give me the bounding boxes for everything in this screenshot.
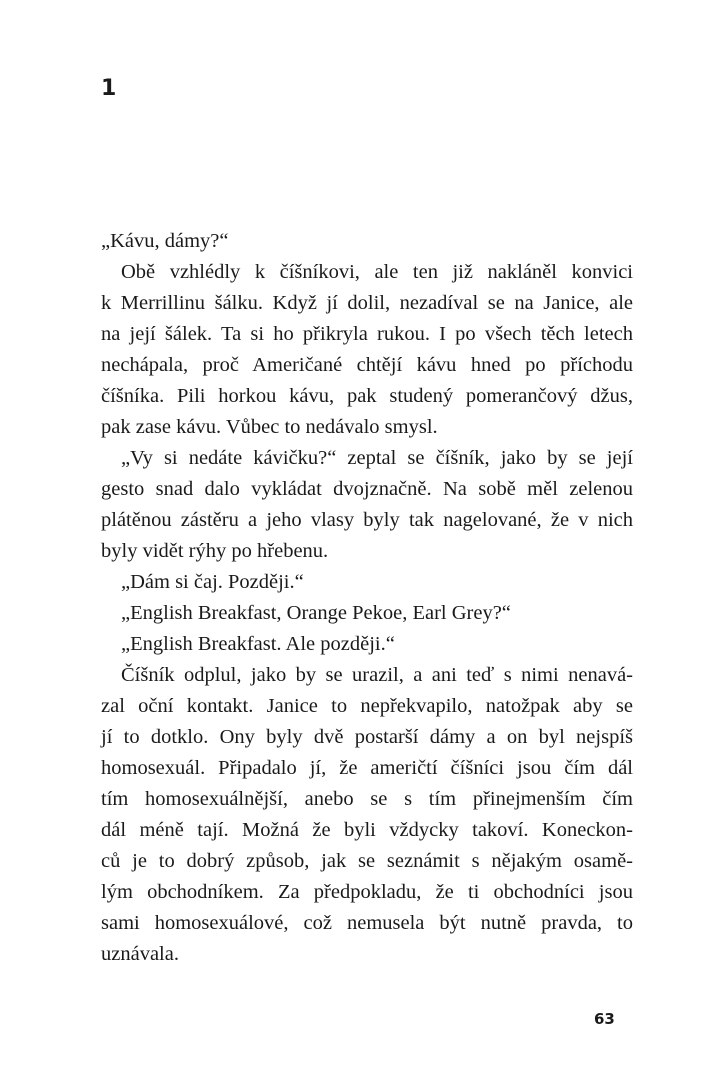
text-line: dál méně tají. Možná že byli vždycky takoví. Koneckon- — [101, 819, 633, 841]
text-line: uznávala. — [101, 943, 179, 965]
text-line: sami homosexuálové, což nemusela být nutně pravda, to — [101, 912, 633, 934]
text-line: ců je to dobrý způsob, jak se seznámit s nějakým osamě- — [101, 850, 633, 872]
text-line: tím homosexuálnější, anebo se s tím přinejmenším čím — [101, 788, 633, 810]
text-line: „Kávu, dámy?“ — [101, 230, 229, 252]
paragraph — [101, 598, 633, 629]
text-line: jí to dotklo. Ony byly dvě postarší dámy a on byl nejspíš — [101, 726, 633, 748]
text-line: číšníka. Pili horkou kávu, pak studený pomerančový džus, — [101, 385, 633, 407]
text-line: k Merrillinu šálku. Když jí dolil, nezadíval se na Janice, ale — [101, 292, 633, 314]
text-line: „Vy si nedáte kávičku?“ zeptal se číšník, jako by se její — [121, 447, 633, 469]
text-line: zal oční kontakt. Janice to nepřekvapilo, natožpak aby se — [101, 695, 633, 717]
paragraph — [101, 257, 633, 443]
text-line: „English Breakfast, Orange Pekoe, Earl Grey?“ — [121, 602, 511, 624]
paragraph — [101, 629, 633, 660]
page-number: 63 — [594, 1010, 615, 1028]
text-line: „Dám si čaj. Později.“ — [121, 571, 304, 593]
text-line: lým obchodníkem. Za předpokladu, že ti obchodníci jsou — [101, 881, 633, 903]
text-line: plátěnou zástěru a jeho vlasy byly tak nagelované, že v nich — [101, 509, 633, 531]
text-line: Číšník odplul, jako by se urazil, a ani teď s nimi nenavá- — [121, 664, 633, 686]
text-line: gesto snad dalo vykládat dvojznačně. Na sobě měl zelenou — [101, 478, 633, 500]
paragraph — [101, 226, 633, 257]
text-line: na její šálek. Ta si ho přikryla rukou. I po všech těch letech — [101, 323, 633, 345]
text-line: homosexuál. Připadalo jí, že američtí číšníci jsou čím dál — [101, 757, 633, 779]
paragraph — [101, 567, 633, 598]
paragraph — [101, 660, 633, 970]
text-line: pak zase kávu. Vůbec to nedávalo smysl. — [101, 416, 438, 438]
chapter-text — [101, 226, 633, 970]
text-line: nechápala, proč Američané chtějí kávu hned po příchodu — [101, 354, 633, 376]
paragraph — [101, 443, 633, 567]
chapter-number: 1 — [101, 76, 117, 101]
text-line: „English Breakfast. Ale později.“ — [121, 633, 395, 655]
text-line: byly vidět rýhy po hřebenu. — [101, 540, 329, 562]
text-line: Obě vzhlédly k číšníkovi, ale ten již nakláněl konvici — [121, 261, 633, 283]
